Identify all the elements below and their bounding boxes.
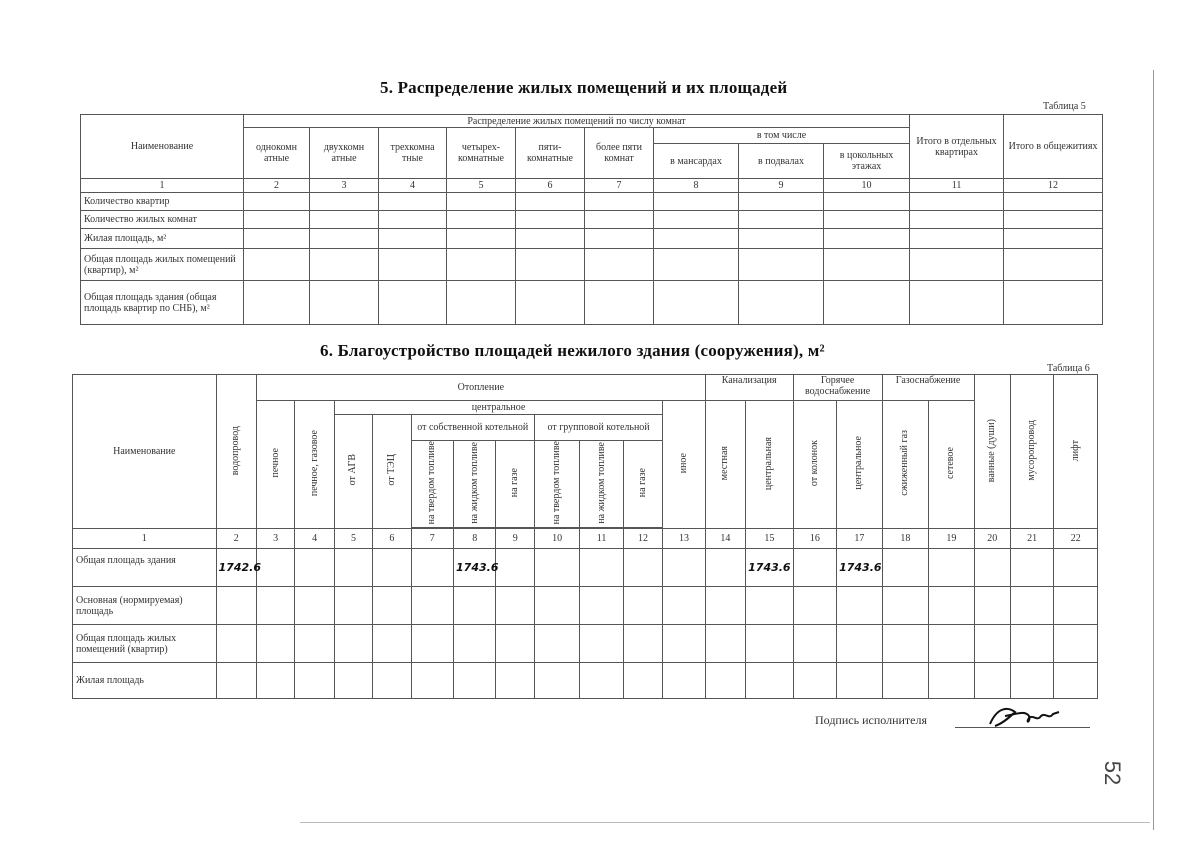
table-row (81, 193, 1103, 211)
t5-num: 5 (447, 179, 516, 193)
t6-col-central-sewer (746, 401, 794, 529)
t5-col-1room: однокомн атные (244, 128, 310, 179)
t6-lift-label: лифт (1069, 439, 1081, 461)
t6-num: 2 (216, 529, 256, 549)
t5-num: 11 (910, 179, 1004, 193)
handwritten-value: 1742.6 (216, 549, 256, 587)
t5-num: 6 (516, 179, 585, 193)
t6-col-liquefied (882, 401, 928, 529)
t6-row-label: Общая площадь здания (73, 549, 217, 587)
table6-heading: 6. Благоустройство площадей нежилого здания (сооружения), м² (320, 341, 825, 360)
t6-col-own-liquid (454, 441, 496, 528)
t6-own-gas-label: на газе (509, 468, 521, 498)
handwritten-signature (985, 702, 1075, 732)
t6-group-gas-label: на газе (637, 468, 649, 498)
t5-num: 2 (244, 179, 310, 193)
t6-garbage-label: мусоропровод (1026, 419, 1038, 481)
t6-col-stove-gas (295, 401, 334, 529)
t6-liquefied-label: сжиженный газ (899, 430, 911, 497)
t6-num: 17 (837, 529, 883, 549)
t6-gas-header: Газоснабжение (882, 375, 974, 401)
t5-group-header: Распределение жилых помещений по числу комнат (244, 115, 910, 128)
table5 (80, 114, 1103, 325)
table-row (81, 249, 1103, 281)
t6-col-group-solid (534, 441, 579, 528)
t6-own-solid-label: на твердом топливе (426, 441, 438, 525)
table5-label: Таблица 5 (1043, 101, 1086, 112)
t5-name-header: Наименование (81, 115, 244, 179)
t6-col-central-hot (837, 401, 883, 529)
t5-incl-basement: в подвалах (739, 144, 824, 179)
page-number: 52 (1100, 760, 1126, 786)
t6-num: 8 (454, 529, 496, 549)
t5-num: 1 (81, 179, 244, 193)
t6-baths-label: ванные (души) (986, 418, 998, 482)
t6-num: 7 (411, 529, 453, 549)
t5-col-4room: четырех- комнатные (447, 128, 516, 179)
t6-num: 3 (256, 529, 294, 549)
t6-heating-header: Отопление (256, 375, 705, 401)
t6-group-boiler: от групповой котельной (534, 415, 662, 441)
t6-name-header: Наименование (73, 375, 217, 529)
page-edge-bottom (300, 822, 1150, 823)
t5-incl-attic: в мансардах (654, 144, 739, 179)
t5-row-label: Количество квартир (81, 193, 244, 211)
t6-num: 18 (882, 529, 928, 549)
t5-row-label: Количество жилых комнат (81, 211, 244, 229)
t5-number-row (81, 179, 1103, 193)
t6-central-hot-label: центральное (853, 436, 865, 490)
t6-col-own-gas (496, 441, 534, 528)
handwritten-value: 1743.6 (837, 549, 883, 587)
page-edge-right (1153, 70, 1154, 830)
t6-num: 6 (373, 529, 411, 549)
t6-water-label: водопровод (230, 425, 242, 475)
t6-sewer-header: Канализация (705, 375, 793, 401)
t6-own-boiler: от собственной котельной (411, 415, 534, 441)
signature-label: Подпись исполнителя (815, 713, 927, 727)
t6-row-label: Общая площадь жилых помещений (квартир) (73, 625, 217, 663)
t6-central-header: центральное (334, 401, 662, 415)
t6-num: 9 (496, 529, 534, 549)
t6-col-local (705, 401, 745, 529)
t5-num: 4 (379, 179, 447, 193)
t5-col-more5: более пяти комнат (585, 128, 654, 179)
t6-tec-label: от ТЭЦ (385, 454, 397, 487)
t6-col-water (216, 375, 256, 529)
t6-central-sewer-label: центральная (763, 436, 775, 490)
t6-row-label: Жилая площадь (73, 663, 217, 699)
t5-col-5room: пяти- комнатные (516, 128, 585, 179)
t5-total-separate: Итого в отдельных квартирах (910, 115, 1004, 179)
table6-label: Таблица 6 (1047, 363, 1090, 374)
t6-col-group-liquid (580, 441, 623, 528)
t6-own-liquid-label: на жидком топливе (468, 441, 480, 524)
t6-other-label: иное (677, 453, 689, 474)
t6-num: 4 (295, 529, 334, 549)
t5-incl-socle: в цокольных этажах (824, 144, 910, 179)
t5-num: 12 (1004, 179, 1103, 193)
t5-col-3room: трехкомна тные (379, 128, 447, 179)
t6-col-tec (373, 415, 411, 529)
t6-col-garbage (1010, 375, 1053, 529)
t5-total-dorm: Итого в общежитиях (1004, 115, 1103, 179)
t6-num: 13 (663, 529, 705, 549)
table-row (81, 229, 1103, 249)
t6-col-other (663, 401, 705, 529)
t6-col-baths (974, 375, 1010, 529)
handwritten-value: 1743.6 (746, 549, 794, 587)
t5-num: 8 (654, 179, 739, 193)
t6-num: 5 (334, 529, 372, 549)
t6-col-from-columns (793, 401, 836, 529)
t6-network-label: сетевое (945, 447, 957, 480)
t6-hotwater-header: Горячее водоснабжение (793, 375, 882, 401)
table5-heading: 5. Распределение жилых помещений и их площадей (380, 78, 788, 97)
t5-num: 10 (824, 179, 910, 193)
t6-number-row (73, 529, 1098, 549)
t6-num: 12 (623, 529, 662, 549)
t6-num: 14 (705, 529, 745, 549)
t5-num: 9 (739, 179, 824, 193)
t5-row-label: Общая площадь жилых помещений (квартир), м² (81, 249, 244, 281)
t5-row-label: Общая площадь здания (общая площадь квартир по СНБ), м² (81, 281, 244, 325)
table-row (73, 587, 1098, 625)
t5-incl-header: в том числе (654, 128, 910, 144)
t6-col-group-gas (623, 441, 662, 528)
t5-num: 3 (310, 179, 379, 193)
t5-col-2room: двухкомн атные (310, 128, 379, 179)
t6-row-label: Основная (нормируемая) площадь (73, 587, 217, 625)
t5-num: 7 (585, 179, 654, 193)
table6 (72, 374, 1098, 699)
t6-num: 22 (1054, 529, 1098, 549)
t6-num: 1 (73, 529, 217, 549)
t6-col-network (929, 401, 975, 529)
t6-num: 11 (580, 529, 623, 549)
t6-num: 21 (1010, 529, 1053, 549)
t6-agv-label: от АГВ (347, 454, 359, 486)
t6-col-agv (334, 415, 372, 529)
t6-group-liquid-label: на жидком топливе (595, 441, 607, 524)
t6-num: 16 (793, 529, 836, 549)
t6-num: 19 (929, 529, 975, 549)
table-row (73, 663, 1098, 699)
t6-num: 15 (746, 529, 794, 549)
t6-from-columns-label: от колонок (808, 440, 820, 487)
handwritten-value: 1743.6 (454, 549, 496, 587)
t6-stove-label: печное (269, 448, 281, 478)
t6-col-stove (256, 401, 294, 529)
t6-col-own-solid (411, 441, 453, 528)
table-row (73, 625, 1098, 663)
t6-num: 10 (534, 529, 579, 549)
t6-col-lift (1054, 375, 1098, 529)
t6-group-solid-label: на твердом топливе (551, 441, 563, 525)
table-row (73, 549, 1098, 587)
t5-row-label: Жилая площадь, м² (81, 229, 244, 249)
t6-num: 20 (974, 529, 1010, 549)
table-row (81, 211, 1103, 229)
table-row (81, 281, 1103, 325)
t6-local-label: местная (719, 446, 731, 481)
t6-stove-gas-label: печное, газовое (308, 430, 320, 497)
